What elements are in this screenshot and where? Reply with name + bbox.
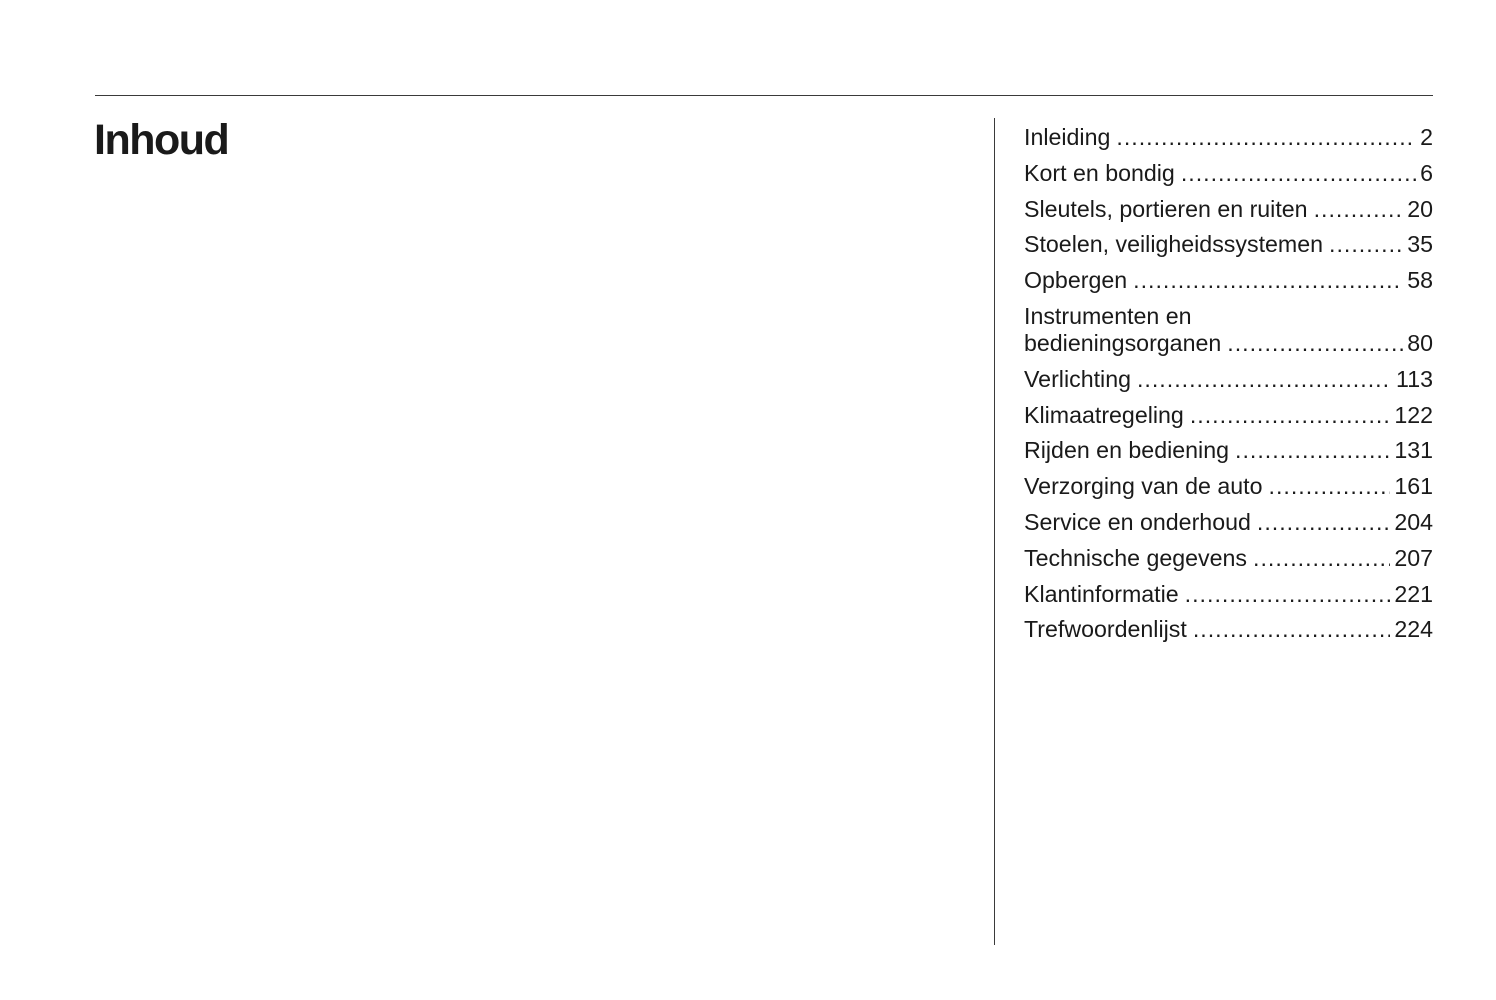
toc-entry-label: Stoelen, veiligheidssystemen — [1024, 231, 1324, 258]
toc-page-number: 204 — [1394, 508, 1433, 535]
toc-entry-sleutels[interactable] — [1024, 196, 1433, 223]
toc-page-number: 80 — [1407, 329, 1433, 356]
toc-page-number: 113 — [1396, 365, 1433, 392]
toc-page-number: 6 — [1420, 159, 1433, 186]
toc-dot-leader — [1181, 160, 1416, 187]
toc-entry-label: Klimaatregeling — [1024, 401, 1184, 428]
toc-page-number: 221 — [1394, 580, 1433, 607]
toc-entry-label: Trefwoordenlijst — [1024, 616, 1187, 643]
toc-dot-leader — [1253, 545, 1390, 572]
toc-entry-label: Verzorging van de auto — [1024, 473, 1263, 500]
toc-entry-label: Opbergen — [1024, 267, 1128, 294]
toc-dot-leader — [1185, 581, 1391, 608]
toc-entry-label-line-2: bedieningsorganen — [1024, 329, 1222, 356]
toc-entry-inleiding[interactable] — [1024, 124, 1433, 151]
toc-entry-label: Service en onderhoud — [1024, 508, 1251, 535]
toc-entry-label: Kort en bondig — [1024, 159, 1175, 186]
toc-entry-label: Rijden en bediening — [1024, 437, 1229, 464]
toc-entry-klimaatregeling[interactable] — [1024, 402, 1433, 429]
toc-dot-leader — [1133, 267, 1403, 294]
toc-page-number: 35 — [1407, 231, 1433, 258]
toc-entry-service[interactable] — [1024, 509, 1433, 536]
toc-page-number: 20 — [1407, 195, 1433, 222]
toc-page-number: 58 — [1407, 267, 1433, 294]
table-of-contents — [1024, 124, 1433, 652]
toc-dot-leader — [1257, 509, 1390, 536]
toc-dot-leader — [1137, 366, 1392, 393]
toc-dot-leader — [1227, 330, 1403, 357]
toc-entry-opbergen[interactable] — [1024, 267, 1433, 294]
toc-page-number: 207 — [1394, 544, 1433, 571]
toc-page-number: 131 — [1394, 437, 1433, 464]
toc-entry-label-line-1: Instrumenten en — [1024, 302, 1192, 329]
column-divider — [994, 118, 995, 945]
toc-page-number: 161 — [1394, 473, 1433, 500]
toc-page-number: 122 — [1394, 401, 1433, 428]
header-rule — [95, 95, 1433, 96]
toc-entry-trefwoordenlijst[interactable] — [1024, 616, 1433, 643]
toc-entry-stoelen[interactable] — [1024, 231, 1433, 258]
toc-entry-verlichting[interactable] — [1024, 366, 1433, 393]
page-title: Inhoud — [94, 116, 229, 164]
toc-entry-kort-en-bondig[interactable] — [1024, 160, 1433, 187]
toc-entry-klantinformatie[interactable] — [1024, 581, 1433, 608]
toc-entry-label: Klantinformatie — [1024, 580, 1179, 607]
toc-entry-instrumenten[interactable] — [1024, 303, 1433, 357]
toc-entry-label — [1024, 303, 1221, 357]
toc-dot-leader — [1269, 473, 1391, 500]
toc-dot-leader — [1190, 402, 1390, 429]
toc-entry-label: Technische gegevens — [1024, 544, 1248, 571]
toc-page-number: 2 — [1420, 124, 1433, 150]
toc-entry-label: Inleiding — [1024, 124, 1111, 150]
toc-dot-leader — [1116, 124, 1416, 151]
toc-entry-rijden[interactable] — [1024, 437, 1433, 464]
toc-entry-technische-gegevens[interactable] — [1024, 545, 1433, 572]
toc-dot-leader — [1235, 437, 1390, 464]
toc-page-number: 224 — [1394, 616, 1433, 643]
toc-entry-label: Verlichting — [1024, 365, 1131, 392]
toc-dot-leader — [1329, 231, 1403, 258]
toc-entry-verzorging[interactable] — [1024, 473, 1433, 500]
toc-dot-leader — [1314, 196, 1404, 223]
toc-dot-leader — [1193, 616, 1391, 643]
toc-entry-label: Sleutels, portieren en ruiten — [1024, 195, 1308, 222]
